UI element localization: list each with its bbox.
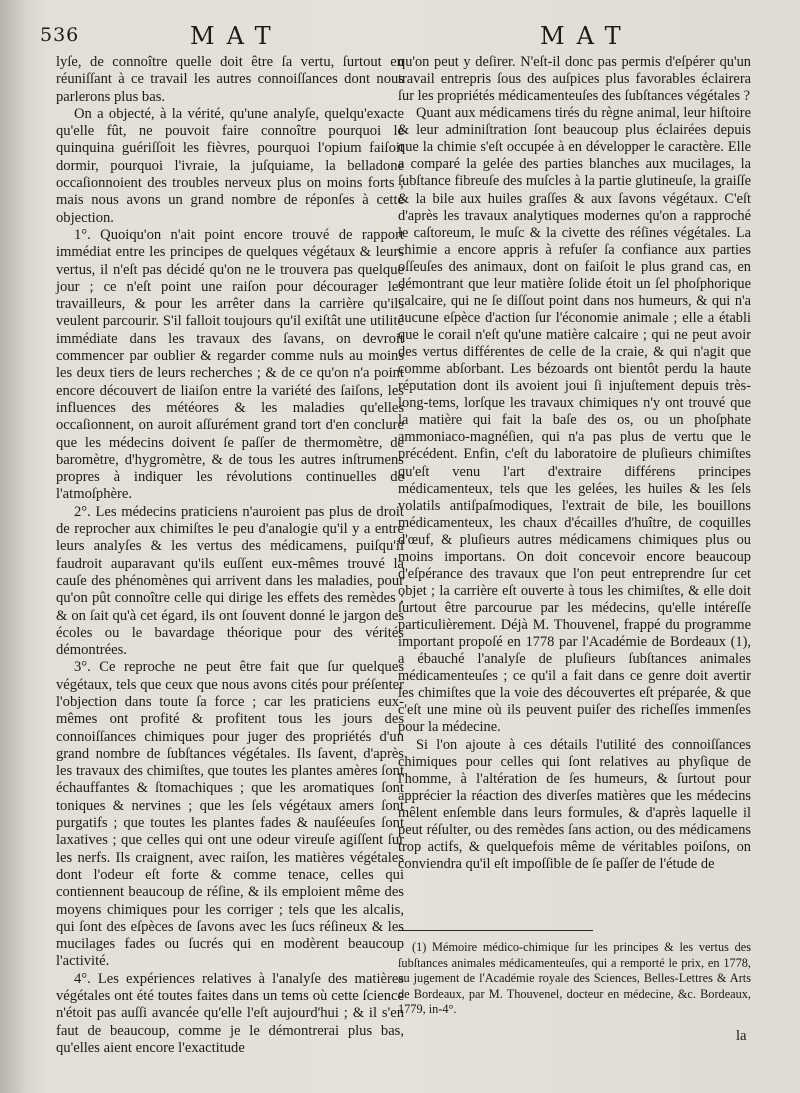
footnote-rule (398, 930, 593, 931)
paragraph: On a objecté, à la vérité, qu'une analyſe, quelqu'exacte qu'elle fût, ne pouvoit faire connoître pourquoi le quinquina guériſſoit les fièvres, pourquoi l'opium faiſoit dormir, pourquoi l'ivraie, la juſquiame, la belladone occaſionnoient des troubles nerveux plus on moins forts ; mais nous avons un grand nombre de réponſes à cette objection. (56, 105, 404, 226)
footnote-text: (1) Mémoire médico-chimique ſur les principes & les vertus des ſubſtances animales médicamenteuſes, qui a remporté le prix, en 1778, au jugement de l'Académie royale des Sciences, Belles-Lettres & Arts de Bordeaux, par M. Thouvenel, docteur en médecine, &c. Bordeaux, 1779, in-4°. (398, 940, 751, 1017)
paragraph: 1°. Quoiqu'on n'ait point encore trouvé de rapport immédiat entre les principes de quelques végétaux & leurs vertus, il n'eſt pas décidé qu'on ne le trouvera pas quelque jour ; ce n'eſt point une raiſon pour décourager les travailleurs, & pour les arrêter dans la carrière qu'ils veulent parcourir. S'il falloit toujours qu'il exiſtât une utilité immédiate dans les travaux des ſavans, on devroit commencer par oublier & regarder comme nuls au moins les deux tiers de leurs recherches ; & de ce qu'on n'a point encore découvert de liaiſon entre la variété des ſaiſons, les influences des météores & les maladies qu'elles occaſionnent, on auroit aſſurément grand tort d'en conclure que les médecins doivent ſe paſſer de thermomètre, de baromètre, d'hygromètre, & de tous les autres inſtrumens propres à indiquer les révolutions continuelles de l'atmoſphère. (56, 226, 404, 503)
paragraph: 3°. Ce reproche ne peut être fait que ſur quelques végétaux, tels que ceux que nous avons cités pour préſenter l'objection dans toute ſa force ; car les praticiens eux-mêmes ont profité & profitent tous les jours des connoiſſances chimiques pour juger des propriétés d'un grand nombre de ſubſtances végétales. Ils ſavent, d'après les travaux des chimiſtes, que toutes les plantes amères ſont échauffantes & ſtomachiques ; que les aromatiques ſont toniques & nervines ; que les ſels végétaux amers ſont purgatifs ; que toutes les plantes fades & nauſéeuſes ſont laxatives ; que celles qui ont une odeur vireuſe agiſſent ſur les nerfs. Ils craignent, avec raiſon, les matières végétales dont l'odeur eſt forte & comme tenace, celles qui contiennent beaucoup de réſine, & ils emploient même des moyens chimiques pour les corriger ; tels que les alcalis, qui ſont des eſpèces de ſavons avec les ſucs réſineux & les mucilages fades ou ſucrés qui en modèrent beaucoup l'activité. (56, 659, 404, 970)
right-column (398, 54, 751, 873)
left-column (56, 54, 404, 1057)
page-number: 536 (40, 24, 80, 46)
paragraph: Si l'on ajoute à ces détails l'utilité des connoiſſances chimiques pour celles qui ſont relatives au phyſique de l'homme, à l'altération de ſes humeurs, & ſurtout pour apprécier la réaction des diverſes matières que les médecins mêlent enſemble dans leurs formules, & d'après laquelle il peut réſulter, ou des remèdes ſans action, ou des médicamens trop actifs, & quelquefois même de véritables poiſons, on conviendra qu'il eſt impoſſible de ſe paſſer de l'étude de (398, 736, 751, 872)
catchword: la (736, 1028, 747, 1044)
paragraph: 2°. Les médecins praticiens n'auroient pas plus de droit de reprocher aux chimiſtes le peu d'analogie qu'il y a entre leurs analyſes & les vertus des médicamens, puiſqu'il faudroit auparavant qu'ils euſſent eux-mêmes trouvé la cauſe des phénomènes qui arrivent dans les maladies, pour qu'on pût connoître celle qui dirige les effets des remèdes ; & on ſait qu'à cet égard, ils ont ſouvent donné le jargon des écoles ou le bavardage théorique pour des vérités démontrées. (56, 503, 404, 659)
running-head-left: MAT (190, 22, 283, 50)
paragraph: qu'on peut y deſirer. N'eſt-il donc pas permis d'eſpérer qu'un travail entrepris ſous des auſpices plus favorables éclairera ſur les propriétés médicamenteuſes des ſubſtances végétales ? (398, 54, 751, 105)
binding-shadow (0, 0, 26, 1093)
running-head-right: MAT (540, 22, 633, 50)
paragraph: Quant aux médicamens tirés du règne animal, leur hiſtoire & leur adminiſtration ſont beaucoup plus éclairées depuis que la chimie s'eſt occupée à en développer le caractère. Elle a comparé la gelée des parties blanches aux mucilages, la ſubſtance fibreuſe des muſcles à la partie glutineuſe, la graiſſe & la bile aux huiles graſſes & aux ſavons végétaux. C'eſt d'après les travaux analytiques modernes qu'on a rapproché le caſtoreum, le muſc & la civette des réſines végétales. La chimie a encore appris à refuſer ſa confiance aux parties oſſeuſes des animaux, dont on faiſoit le plus grand cas, en démontrant que leur matière ſolide étoit un ſel phoſphorique calcaire, qui ne ſe diſſout point dans nos humeurs, & qui n'a aucune eſpèce d'action ſur l'économie animale ; elle a établi que le corail n'eſt qu'une matière calcaire ; qui ne peut avoir des vertus différentes de celle de la craie, & qui n'agit que comme abſorbant. Les bézoards ont bientôt perdu la haute réputation dont ils avoient joui ſi injuſtement depuis très-long-tems, lorſque les travaux chimiques n'y ont trouvé que la matière qui fait la baſe des os, ou un phoſphate ammoniaco-magnéſien, qui n'a pas plus de vertu que le précédent. Enfin, c'eſt du laboratoire de pluſieurs chimiſtes qu'eſt venu l'art d'extraire différens principes médicamenteux, tels que les gelées, les huiles & les ſels volatils antiſpaſmodiques, l'extrait de bile, les bouillons médicamenteux, les chaux d'écailles d'huître, de coquilles d'œuf, & pluſieurs autres médicamens chimiques plus ou moins importans. On doit concevoir encore beaucoup d'eſpérance des travaux que l'on peut entreprendre ſur cet objet ; la carrière eſt ouverte à tous les chimiſtes, & elle doit ſurtout être parcourue par les médecins, qu'elle intéreſſe particulièrement. Déjà M. Thouvenel, frappé du programme important propoſé en 1778 par l'Académie de Bordeaux (1), a ébauché l'analyſe de pluſieurs ſubſtances animales médicamenteuſes ; ce qu'il a fait dans ce genre doit avertir les chimiſtes que la voie des découvertes eſt préparée, & que c'eſt une mine où ils peuvent puiſer des richeſſes immenſes pour la médecine. (398, 105, 751, 736)
footnote (398, 940, 751, 1018)
paragraph: lyſe, de connoître quelle doit être ſa vertu, ſurtout en réuniſſant à ce travail les autres connoiſſances dont nous parlerons plus bas. (56, 54, 404, 105)
paragraph: 4°. Les expériences relatives à l'analyſe des matières végétales ont été toutes faites dans un tems où cette ſcience n'étoit pas auſſi avancée qu'elle l'eſt aujourd'hui ; & il s'en faut de beaucoup, comme je le démontrerai plus bas, qu'elles aient encore l'exactitude (56, 970, 404, 1056)
page-header (0, 22, 800, 52)
